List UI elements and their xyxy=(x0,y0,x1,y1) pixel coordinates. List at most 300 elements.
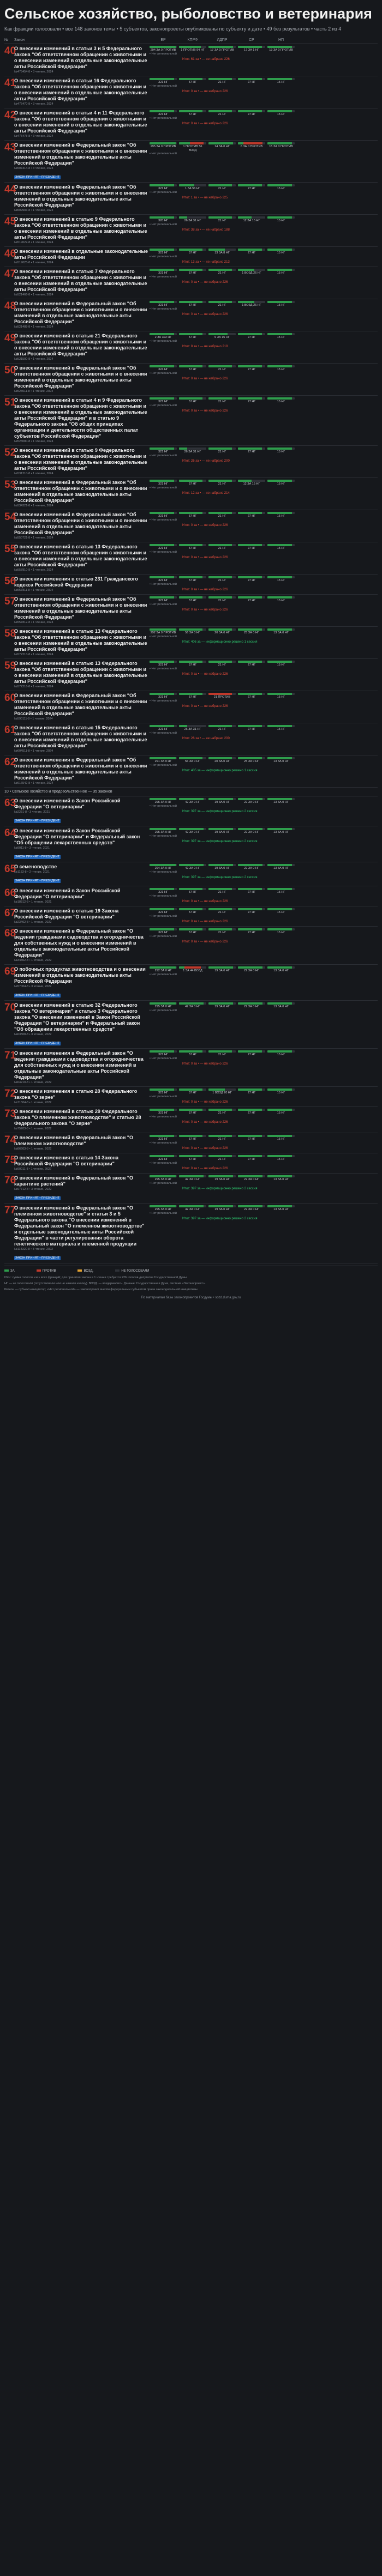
vote-bar-for xyxy=(238,46,262,48)
vote-count: 21 НГ xyxy=(218,113,226,116)
vote-cells xyxy=(148,333,378,340)
faction-vote-cell xyxy=(178,448,207,454)
faction-vote-cell xyxy=(178,1089,207,1095)
vote-count: 15 НГ xyxy=(277,113,285,116)
law-title[interactable]: О внесении изменений в статью 32 Федерального закона "О ветеринарии" и статью 3 Федерального закона "О внесении изменений в Закон Российской Федерации "О ветеринарии" и Федеральный закон "Об обращении лекарственных средств" xyxy=(14,1002,140,1032)
vote-bar xyxy=(267,544,295,546)
law-row[interactable] xyxy=(4,76,378,108)
law-row[interactable] xyxy=(4,396,378,446)
law-title[interactable]: О внесении изменений в статью 7 Федерального закона "Об ответственном обращении с животными и о внесении изменений в отдельные законодательные акты Российской Федерации" xyxy=(14,269,147,292)
law-row[interactable] xyxy=(4,826,378,862)
region-note: • Нет региональной xyxy=(150,972,177,976)
law-title[interactable]: О внесении изменений в Закон Российской Федерации "О ветеринарии" xyxy=(14,798,121,809)
vote-count: 13 ЗА 8 НГ xyxy=(214,251,230,255)
vote-count: 19 ЗА 0 НГ xyxy=(214,801,230,804)
law-row[interactable] xyxy=(4,965,378,1001)
law-number: 48 xyxy=(4,300,16,312)
faction-vote-cell xyxy=(237,46,266,52)
vote-bar xyxy=(208,1175,236,1177)
law-row[interactable] xyxy=(4,183,378,215)
law-number: 50 xyxy=(4,365,16,376)
vote-cells xyxy=(148,725,378,731)
vote-bar xyxy=(150,828,177,830)
vote-count: 15 НГ xyxy=(277,1091,285,1095)
law-status-badge: ЗАКОН ПРИНЯТ • ПРЕЗИДЕНТ xyxy=(15,994,59,997)
law-row[interactable] xyxy=(4,542,378,575)
law-title[interactable]: О внесении изменений в статью 19 Закона Российской Федерации "О ветеринарии" xyxy=(14,908,119,920)
law-title[interactable]: О внесении изменений в статью 21 Федерального закона "Об ответственном обращении с животными и о внесении изменений в отдельные законодательные акты Российской Федерации" xyxy=(14,333,147,356)
faction-vote-cell xyxy=(266,1002,296,1009)
faction-vote-cell xyxy=(148,1135,178,1141)
law-title[interactable]: О внесении изменений в статьи 16 Федерального закона "Об ответственном обращении с животными и о внесении изменений в отдельные законодательные акты Российской Федерации" xyxy=(14,78,147,101)
law-title[interactable]: О внесении изменений в статьи 4 и 11 Федерального закона "Об ответственном обращении с животными и о внесении изменений в отдельные законодательные акты Российской Федерации" xyxy=(14,110,147,134)
faction-vote-cell xyxy=(148,78,178,84)
vote-result: Итог: 0 за • — не набрано 226 xyxy=(182,281,228,284)
faction-vote-cell xyxy=(266,576,296,583)
law-row[interactable] xyxy=(4,108,378,141)
legend-swatch xyxy=(4,1269,9,1272)
vote-count: 57 НГ xyxy=(188,891,197,894)
law-title[interactable]: О внесении изменений в Федеральный закон "Об ответственном обращении с животными и о внесении изменений в отдельные законодательные акты Российской Федерации" xyxy=(14,301,147,324)
vote-bar-for xyxy=(267,1109,292,1111)
vote-block xyxy=(148,966,378,978)
law-row[interactable] xyxy=(4,691,378,723)
law-title[interactable]: О внесении изменений в Федеральный закон "Об ответственном обращении с животными и о внесении изменений в отдельные законодательные акты Российской Федерации" xyxy=(14,596,147,620)
legend-swatch xyxy=(37,1269,41,1272)
vote-block xyxy=(148,928,378,944)
vote-count: 27 НГ xyxy=(247,187,256,190)
vote-count: 321 НГ xyxy=(158,599,168,602)
vote-count: 6 ЗА 0 ПРОТИВ xyxy=(240,145,263,148)
law-row[interactable] xyxy=(4,364,378,396)
law-row[interactable] xyxy=(4,723,378,755)
vote-count: 21 НГ xyxy=(218,81,226,84)
faction-vote-cell xyxy=(178,1205,207,1212)
law-row[interactable] xyxy=(4,659,378,691)
region-note: • Нет региональной xyxy=(150,453,177,457)
vote-bar-for xyxy=(238,216,252,219)
vote-block xyxy=(148,693,378,709)
vote-count: 27 НГ xyxy=(247,579,256,582)
law-row[interactable] xyxy=(4,595,378,627)
region-note: • Нет региональной xyxy=(150,52,177,56)
faction-vote-cell xyxy=(237,142,266,152)
law-row[interactable] xyxy=(4,510,378,542)
law-title[interactable]: О внесении изменений в Федеральный закон "Об ответственном обращении с животными и о внесении изменений в отдельные законодательные акты Российской Федерации" xyxy=(14,693,147,716)
law-title[interactable]: О внесении изменений в Федеральный закон "Об ответственном обращении с животными и о внесении изменений в отдельные законодательные акты Российской Федерации" xyxy=(14,512,147,535)
vote-bar xyxy=(179,1109,206,1111)
law-row[interactable] xyxy=(4,1204,378,1263)
law-row[interactable] xyxy=(4,1001,378,1049)
vote-result: Итог: 12 за • — не набрано 214 xyxy=(182,492,230,495)
faction-vote-cell xyxy=(237,757,266,764)
vote-bar xyxy=(208,1002,236,1005)
vote-count: 324 НГ xyxy=(158,368,168,371)
law-title[interactable]: О внесении изменений в Закон Российской Федерации "О ветеринарии" и Федеральный закон "Об обращении лекарственных средств" xyxy=(14,828,140,845)
vote-bar-against xyxy=(243,142,262,144)
law-row[interactable] xyxy=(4,446,378,478)
faction-vote-cell xyxy=(237,269,266,275)
faction-vote-cell xyxy=(266,828,296,835)
law-row[interactable] xyxy=(4,1087,378,1107)
vote-bar xyxy=(179,693,206,695)
law-info xyxy=(12,512,148,540)
vote-count: 21 НГ xyxy=(218,450,226,453)
vote-bar xyxy=(208,480,236,482)
law-title[interactable]: О внесении изменений в Федеральный закон "Об ответственном обращении с животными и о внесении изменений в отдельные законодательные акты Российской Федерации" xyxy=(14,184,147,208)
section-divider: 10 • Сельское хозяйство и продовольственное — 35 законов xyxy=(4,788,378,796)
law-title[interactable]: О внесении изменения в статью 28 Федерального закона "О зерне" xyxy=(14,1089,138,1100)
vote-count: 21 НГ xyxy=(218,663,226,667)
vote-bar-for xyxy=(179,1135,202,1137)
vote-bar-for xyxy=(150,864,176,866)
law-meta: №557812-8 • 1 чтение, 2024 xyxy=(14,621,53,624)
faction-vote-cell xyxy=(207,512,237,518)
law-number: 46 xyxy=(4,248,16,259)
vote-bar xyxy=(238,576,265,578)
law-number: 66 xyxy=(4,887,16,899)
faction-vote-cell xyxy=(148,1155,178,1162)
vote-count: 22 ЗА 0 НГ xyxy=(244,867,259,870)
law-title[interactable]: О внесении изменения в Федеральный закон "О ведении гражданами садоводства и огородничества для собственных нужд и о внесении изменений в отдельные законодательные акты Российской Федерации" xyxy=(14,1050,144,1080)
faction-vote-cell xyxy=(207,249,237,255)
law-row[interactable] xyxy=(4,1133,378,1153)
legend-item xyxy=(37,1269,56,1273)
law-meta: №519022-8 • 1 чтение, 2024 xyxy=(14,241,53,244)
vote-bar xyxy=(267,269,295,271)
law-row[interactable] xyxy=(4,1107,378,1133)
law-row[interactable] xyxy=(4,1174,378,1204)
vote-bar-for xyxy=(208,661,232,663)
law-title[interactable]: О внесении изменений в статьи 4 и 9 Федерального закона "Об ответственном обращении с животными и о внесении изменений в отдельные законодательные акты Российской Федерации" и в статью 9 Федерального закона "Об общих принципах организации и деятельности общественных палат субъектов Российской Федерации" xyxy=(14,397,147,439)
law-title[interactable]: О внесении изменений в статьи 3 и 5 Федерального закона "Об ответственном обращении с животными и о внесении изменений в отдельные законодательные акты Российской Федерации" xyxy=(14,46,147,69)
vote-count: 57 НГ xyxy=(188,1111,197,1115)
vote-count: 21 НГ xyxy=(218,931,226,934)
law-row[interactable] xyxy=(4,44,378,76)
faction-vote-cell xyxy=(148,908,178,915)
vote-bar-for xyxy=(267,1050,292,1053)
vote-bar-for xyxy=(179,596,202,598)
faction-vote-cell xyxy=(178,269,207,275)
vote-bar-for xyxy=(208,798,233,800)
vote-bar-for xyxy=(179,110,202,112)
law-title[interactable]: О семеноводстве xyxy=(14,864,57,869)
vote-bar xyxy=(208,628,236,631)
vote-bar-for xyxy=(150,448,174,450)
law-meta: №34802-8 • 1 чтение, 2022 xyxy=(14,959,52,962)
faction-vote-cell xyxy=(148,1002,178,1009)
vote-bar-for xyxy=(208,301,232,303)
vote-count: 321 НГ xyxy=(158,931,168,934)
vote-count: 1 ВОЗД 26 НГ xyxy=(242,304,261,307)
law-title[interactable]: О внесении изменений в Федеральный закон "О племенном животноводстве" и статьи 3 и 5 Федерального закона "О внесении изменений в Федеральный закон "О племенном животноводстве" и отдельные законодательные акты Российской Федерации" в части регулирования оборота генетического материала и племенной продукции xyxy=(14,1205,145,1247)
law-number: 72 xyxy=(4,1088,16,1099)
faction-vote-cell xyxy=(148,46,178,52)
law-title[interactable]: О внесении изменений в Федеральный закон "Об ответственном обращении с животными и о внесении изменений в отдельные законодательные акты Российской Федерации" xyxy=(14,365,147,389)
law-title[interactable]: О внесении изменений в статью 13 Федерального закона "Об ответственном обращении с животными и о внесении изменений в отдельные законодательные акты Российской Федерации" xyxy=(14,628,147,652)
vote-bar-for xyxy=(267,480,292,482)
vote-count: 57 НГ xyxy=(188,696,197,699)
vote-bar xyxy=(150,249,177,251)
vote-bar-for xyxy=(179,1109,202,1111)
law-info xyxy=(12,78,148,106)
law-row[interactable] xyxy=(4,1153,378,1174)
vote-count: 57 НГ xyxy=(188,271,197,275)
vote-count: 321 НГ xyxy=(158,81,168,84)
vote-bar xyxy=(208,301,236,303)
faction-vote-cell xyxy=(237,397,266,404)
vote-bar xyxy=(267,725,295,727)
vote-count: 21 НГ xyxy=(218,1111,226,1115)
law-meta: №531210-8 • 1 чтение, 2024 xyxy=(14,472,53,475)
law-row[interactable] xyxy=(4,886,378,906)
faction-vote-cell xyxy=(178,661,207,667)
vote-count: 15 НГ xyxy=(277,368,285,371)
law-meta: №75203-8 • 1 чтение, 2022 xyxy=(14,1127,52,1130)
law-row[interactable] xyxy=(4,906,378,927)
vote-count: 56 ЗА 0 НГ xyxy=(185,760,200,763)
law-title[interactable]: О внесении изменений в Федеральный закон "Об ответственном обращении с животными и о внесении изменений в отдельные законодательные акты Российской Федерации" xyxy=(14,480,147,503)
vote-bar xyxy=(238,78,265,80)
vote-result: Итог: 0 за • — не набрано 226 xyxy=(182,90,228,93)
vote-count: 21 НГ xyxy=(218,219,226,222)
law-info xyxy=(12,397,148,444)
vote-bar xyxy=(208,908,236,910)
vote-result: Итог: 0 за • — не набрано 226 xyxy=(182,1062,228,1066)
vote-count: 57 НГ xyxy=(188,400,197,403)
law-number: 76 xyxy=(4,1175,16,1186)
law-title[interactable]: О внесении изменений в статью 15 Федерального закона "Об ответственном обращении с животными и о внесении изменений в отдельные законодательные акты Российской Федерации" xyxy=(14,725,147,748)
vote-bar xyxy=(267,828,295,830)
vote-bar xyxy=(179,216,206,219)
faction-vote-cell xyxy=(148,544,178,551)
vote-count: 321 НГ xyxy=(158,1158,168,1161)
region-note: • Нет региональной xyxy=(150,731,177,735)
faction-vote-cell xyxy=(178,249,207,255)
vote-bar xyxy=(238,142,265,144)
law-title[interactable]: О внесении изменений в Федеральный закон "Об ответственном обращении с животными и о внесении изменений в отдельные законодательные акты Российской Федерации" xyxy=(14,142,147,166)
region-note: • Нет региональной xyxy=(150,152,177,155)
vote-block xyxy=(148,46,378,62)
vote-count: 57 НГ xyxy=(188,1053,197,1056)
vote-count: 22 ЗА 0 НГ xyxy=(244,801,259,804)
faction-vote-cell xyxy=(237,110,266,117)
law-status-badge: ЗАКОН ПРИНЯТ • ПРЕЗИДЕНТ xyxy=(15,819,59,823)
law-status-badge: ЗАКОН ПРИНЯТ • ПРЕЗИДЕНТ xyxy=(15,1256,59,1260)
header-num: № xyxy=(4,38,9,42)
law-row[interactable] xyxy=(4,267,378,299)
law-title[interactable]: О внесении изменений в статью 29 Федерального закона "О племенном животноводстве" и статью 28 Федерального закона "О зерне" xyxy=(14,1109,141,1126)
faction-vote-cell xyxy=(148,966,178,973)
vote-bar xyxy=(150,628,177,631)
vote-count: 321 НГ xyxy=(158,187,168,190)
law-title[interactable]: О внесении изменений в Федеральный закон "О племенном животноводстве" xyxy=(14,1135,134,1146)
vote-block xyxy=(148,596,378,612)
vote-bar-for xyxy=(150,78,174,80)
faction-vote-cell xyxy=(207,544,237,551)
law-row[interactable] xyxy=(4,141,378,183)
region-note: • Нет региональной xyxy=(150,1115,177,1118)
faction-vote-cell xyxy=(266,1109,296,1115)
vote-bar xyxy=(238,512,265,514)
region-note: • Нет региональной xyxy=(150,870,177,874)
vote-count: 57 НГ xyxy=(188,911,197,914)
vote-bar-for xyxy=(238,693,262,695)
vote-count: 27 НГ xyxy=(247,1091,256,1095)
vote-bar xyxy=(179,397,206,400)
header-columns xyxy=(148,38,378,42)
vote-bar xyxy=(238,110,265,112)
vote-bar-for xyxy=(208,142,233,144)
faction-vote-cell xyxy=(266,301,296,307)
faction-vote-cell xyxy=(207,184,237,191)
vote-count: 15 НГ xyxy=(277,911,285,914)
law-meta: №523080-8 • 1 чтение, 2024 xyxy=(14,440,53,443)
vote-cells xyxy=(148,78,378,84)
law-meta: №71504-8 • 1 чтение, 2022 xyxy=(14,1101,52,1104)
vote-bar xyxy=(150,1089,177,1091)
vote-count: 21 ПРОТИВ xyxy=(213,696,231,699)
vote-bar xyxy=(150,333,177,335)
vote-count: 295 ЗА 0 НГ xyxy=(154,1208,172,1211)
vote-count: 19 ЗА 0 НГ xyxy=(214,1005,230,1008)
vote-count: 15 НГ xyxy=(277,891,285,894)
vote-block xyxy=(148,628,378,644)
vote-bar xyxy=(238,1175,265,1177)
law-title[interactable]: О внесении изменений в отдельные законодательные акты Российской Федерации xyxy=(14,249,148,260)
vote-bar-against xyxy=(184,966,201,969)
vote-count: 27 НГ xyxy=(247,113,256,116)
law-meta: №475470-8 • 3 чтение, 2024 xyxy=(14,102,53,106)
vote-cells xyxy=(148,1155,378,1162)
law-title[interactable]: О внесении изменений в статью 13 Федерального закона "Об ответственном обращении с животными и о внесении изменений в отдельные законодательные акты Российской Федерации" xyxy=(14,661,147,684)
law-row[interactable] xyxy=(4,331,378,364)
law-info xyxy=(12,1175,148,1201)
law-info xyxy=(12,757,148,785)
law-info xyxy=(12,693,148,721)
vote-bar-for xyxy=(238,661,262,663)
faction-vote-cell xyxy=(148,757,178,764)
vote-bar xyxy=(267,301,295,303)
law-title[interactable]: О побочных продуктах животноводства и о внесении изменений в отдельные законодательные акты Российской Федерации xyxy=(14,966,146,984)
law-number: 43 xyxy=(4,142,16,153)
law-number: 65 xyxy=(4,863,16,875)
law-row[interactable] xyxy=(4,796,378,826)
law-row[interactable] xyxy=(4,755,378,788)
vote-count: 321 НГ xyxy=(158,251,168,255)
law-title[interactable]: О внесении изменений в статью 9 Федерального закона "Об ответственном обращении с животными и о внесении изменений в отдельные законодательные акты Российской Федерации" xyxy=(14,216,147,240)
legend-label: ЗА xyxy=(10,1269,15,1273)
law-row[interactable] xyxy=(4,478,378,510)
law-title[interactable]: О внесении изменений в Федеральный закон "О карантине растений" xyxy=(14,1175,134,1187)
vote-cells xyxy=(148,828,378,835)
faction-vote-cell xyxy=(266,365,296,372)
vote-block xyxy=(148,576,378,592)
vote-bar-for xyxy=(267,544,292,546)
law-title[interactable]: О внесении изменения в Федеральный закон "Об ответственном обращении с животными и о внесении изменений в отдельные законодательные акты Российской Федерации" xyxy=(14,757,147,781)
vote-bar xyxy=(238,1089,265,1091)
vote-bar-for xyxy=(267,757,292,759)
vote-result: Итог: 0 за • — не набрано 226 xyxy=(182,673,228,676)
law-row[interactable] xyxy=(4,299,378,331)
vote-bar xyxy=(150,142,177,144)
vote-cells xyxy=(148,1089,378,1095)
law-row[interactable] xyxy=(4,575,378,595)
law-meta: №590111-8 • 1 чтение, 2024 xyxy=(14,717,53,721)
law-title[interactable]: О внесении изменений в Федеральный закон "О ведении гражданами садоводства и огородничества для собственных нужд и о внесении изменений в отдельные законодательные акты Российской Федерации" xyxy=(14,928,144,958)
vote-bar xyxy=(238,725,265,727)
vote-bar xyxy=(238,269,265,271)
vote-bar xyxy=(150,966,177,969)
vote-bar xyxy=(150,110,177,112)
law-meta: №557811-8 • 1 чтение, 2024 xyxy=(14,589,53,592)
law-row[interactable] xyxy=(4,215,378,247)
law-info xyxy=(12,1050,148,1085)
vote-bar-for xyxy=(179,46,201,48)
legend-label: НЕ ГОЛОСОВАЛИ xyxy=(121,1269,150,1273)
faction-vote-cell xyxy=(237,78,266,84)
vote-count: 15 НГ xyxy=(277,81,285,84)
law-row[interactable] xyxy=(4,1049,378,1087)
vote-count: 27 НГ xyxy=(247,696,256,699)
vote-cells xyxy=(148,693,378,699)
vote-count: 26 ЗА 31 НГ xyxy=(184,450,201,453)
vote-bar xyxy=(267,448,295,450)
region-note: • Нет региональной xyxy=(150,116,177,120)
vote-bar-for xyxy=(179,480,202,482)
faction-vote-cell xyxy=(148,110,178,117)
law-title[interactable]: О внесении изменений в Закон Российской Федерации "О ветеринарии" xyxy=(14,888,121,899)
vote-bar xyxy=(150,512,177,514)
law-row[interactable] xyxy=(4,247,378,267)
law-row[interactable] xyxy=(4,862,378,886)
vote-bar-for xyxy=(238,888,262,890)
law-number: 44 xyxy=(4,184,16,195)
law-title[interactable]: О внесении изменений в статью 9 Федерального закона "Об ответственном обращении с животными и о внесении изменений в отдельные законодательные акты Российской Федерации" xyxy=(14,448,147,471)
vote-bar xyxy=(267,480,295,482)
faction-vote-cell xyxy=(266,216,296,223)
page-title: Сельское хозяйство, рыболовство и ветеринария xyxy=(4,5,372,22)
vote-bar-for xyxy=(208,928,232,930)
vote-bar-for xyxy=(150,1089,174,1091)
law-row[interactable] xyxy=(4,927,378,965)
faction-vote-cell xyxy=(237,888,266,894)
law-row[interactable] xyxy=(4,627,378,659)
vote-count: 27 НГ xyxy=(247,450,256,453)
vote-count: 57 НГ xyxy=(188,547,197,550)
vote-count: 1 ЗА 56 НГ xyxy=(185,187,200,190)
faction-vote-cell xyxy=(148,661,178,667)
vote-bar-for xyxy=(238,269,254,271)
vote-cells xyxy=(148,269,378,275)
vote-bar xyxy=(267,184,295,186)
vote-bar-for xyxy=(267,333,292,335)
vote-block xyxy=(148,448,378,463)
vote-count: 27 НГ xyxy=(247,368,256,371)
faction-vote-cell xyxy=(207,798,237,805)
law-title[interactable]: О внесении изменения в статью 14 Закона Российской Федерации "О ветеринарии" xyxy=(14,1155,119,1166)
vote-bar-for xyxy=(150,397,174,400)
vote-count: 15 НГ xyxy=(277,304,285,307)
faction-vote-cell xyxy=(207,908,237,915)
vote-count: 42 ЗА 0 НГ xyxy=(185,831,200,834)
law-title[interactable]: О внесении изменения в статью 231 Гражданского кодекса Российской Федерации xyxy=(14,576,138,588)
vote-count: 321 НГ xyxy=(158,1053,168,1056)
vote-bar-for xyxy=(179,888,202,890)
vote-bar xyxy=(208,333,236,335)
law-title[interactable]: О внесении изменений в статью 13 Федерального закона "Об ответственном обращении с животными и о внесении изменений в отдельные законодательные акты Российской Федерации" xyxy=(14,544,147,567)
vote-bar-for xyxy=(267,596,292,598)
